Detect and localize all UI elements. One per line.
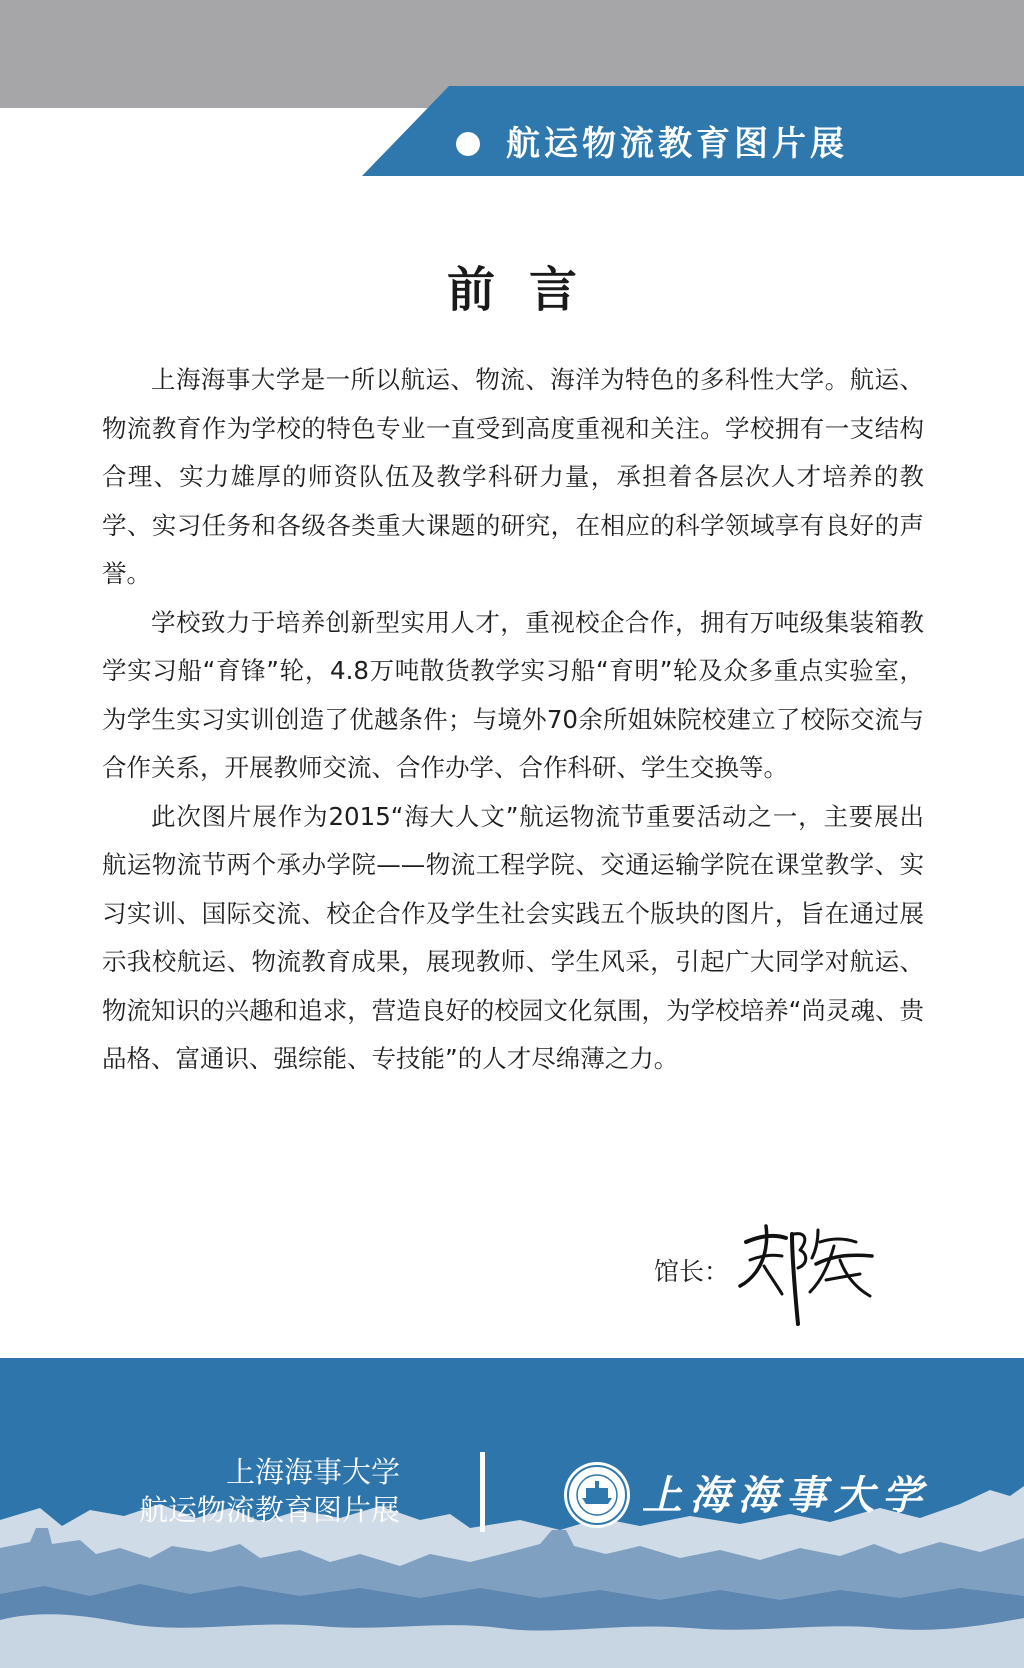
footer-exhibition-name: 航运物流教育图片展 (138, 1493, 400, 1527)
university-logotype: 上海海事大学 (642, 1472, 930, 1519)
university-seal-icon (562, 1460, 632, 1530)
curator-label: 馆长： (654, 1257, 730, 1286)
exhibition-title: 航运物流教育图片展 (506, 124, 848, 164)
preface-heading: 前言 (446, 262, 611, 318)
footer-university-name: 上海海事大学 (225, 1455, 400, 1489)
footer-divider (480, 1452, 485, 1532)
handwritten-signature (736, 1220, 876, 1328)
preface-paragraph-3: 此次图片展作为2015“海大人文”航运物流节重要活动之一，主要展出航运物流节两个承办学院——物流工程学院、交通运输学院在课堂教学、实习实训、国际交流、校企合作及学生社会实践五个版块的图片，旨在通过展示我校航运、物流教育成果，展现教师、学生风采，引起广大同学对航运、物流知识的兴趣和追求，营造良好的校园文化氛围，为学校培养“尚灵魂、贵品格、富通识、强综能、专技能”的人才尽绵薄之力。 (102, 801, 924, 1073)
bullet-dot-icon (456, 132, 480, 156)
preface-paragraph-2: 学校致力于培养创新型实用人才，重视校企合作，拥有万吨级集装箱教学实习船“育锋”轮，4.8万吨散货教学实习船“育明”轮及众多重点实验室，为学生实习实训创造了优越条件；与境外70余所姐妹院校建立了校际交流与合作关系，开展教师交流、合作办学、合作科研、学生交换等。 (102, 607, 924, 782)
preface-paragraph-1: 上海海事大学是一所以航运、物流、海洋为特色的多科性大学。航运、物流教育作为学校的特色专业一直受到高度重视和关注。学校拥有一支结构合理、实力雄厚的师资队伍及教学科研力量，承担着各层次人才培养的教学、实习任务和各级各类重大课题的研究，在相应的科学领域享有良好的声誉。 (102, 365, 924, 588)
preface-body (102, 356, 924, 1084)
